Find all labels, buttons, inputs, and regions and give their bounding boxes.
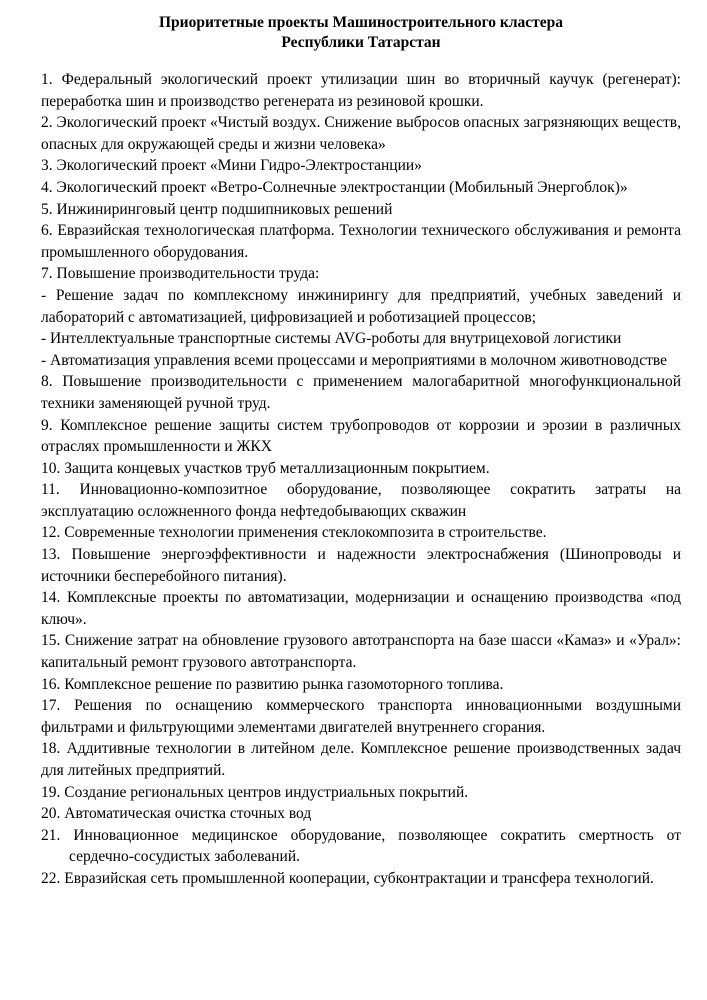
title-line-2: Республики Татарстан xyxy=(281,34,441,51)
list-item: 20. Автоматическая очистка сточных вод xyxy=(41,805,312,823)
list-item: 4. Экологический проект «Ветро-Солнечные электростанции (Мобильный Энергоблок)» xyxy=(41,178,628,196)
title-line-1: Приоритетные проекты Машиностроительного кластера xyxy=(158,14,564,31)
list-item: 1. Федеральный экологический проект утилизации шин во вторичный каучук (регенерат): переработка шин и производство регенерата из резиновой крошки. xyxy=(41,71,681,110)
list-item: 15. Снижение затрат на обновление грузового автотранспорта на базе шасси «Камаз» и «Урал»: капитальный ремонт грузового автотранспорта. xyxy=(41,632,681,672)
list-item: 22. Евразийская сеть промышленной кооперации, субконтрактации и трансфера технологий. xyxy=(41,869,654,887)
project-list xyxy=(41,69,681,890)
document-page xyxy=(41,13,681,890)
list-item: 8. Повышение производительности с применением малогабаритной многофункциональной техники заменяющей ручной труд. xyxy=(41,373,681,412)
list-item: 19. Создание региональных центров индустриальных покрытий. xyxy=(41,783,469,801)
list-item: 11. Инновационно-композитное оборудование, позволяющее сократить затраты на эксплуатацию осложненного фонда нефтедобывающих скважин xyxy=(41,481,681,520)
list-item: 18. Аддитивные технологии в литейном деле. Комплексное решение производственных задач для литейных предприятий. xyxy=(41,740,681,779)
list-item: 3. Экологический проект «Мини Гидро-Электростанции» xyxy=(41,157,422,175)
list-subitem: - Автоматизация управления всеми процессами и мероприятиями в молочном животноводстве xyxy=(41,351,667,369)
list-item: 16. Комплексное решение по развитию рынка газомоторного топлива. xyxy=(41,675,504,693)
list-item: 5. Инжиниринговый центр подшипниковых решений xyxy=(41,200,393,218)
list-item: 14. Комплексные проекты по автоматизации, модернизации и оснащению производства «под ключ». xyxy=(41,589,681,628)
list-item: 2. Экологический проект «Чистый воздух. Снижение выбросов опасных загрязняющих веществ, опасных для окружающей среды и жизни человека» xyxy=(41,114,681,153)
list-subitem: - Решение задач по комплексному инжинирингу для предприятий, учебных заведений и лабораторий с автоматизацией, цифровизацией и роботизацией процессов; xyxy=(41,286,681,326)
list-item: 12. Современные технологии применения стеклокомпозита в строительстве. xyxy=(41,524,547,542)
list-item: 21. Инновационное медицинское оборудование, позволяющее сократить смертность от сердечно-сосудистых заболеваний. xyxy=(41,826,681,866)
list-item: 6. Евразийская технологическая платформа. Технологии технического обслуживания и ремонта промышленного оборудования. xyxy=(41,222,681,261)
list-item: 10. Защита концевых участков труб металлизационным покрытием. xyxy=(41,459,490,477)
list-item: 13. Повышение энергоэффективности и надежности электроснабжения (Шинопроводы и источники бесперебойного питания). xyxy=(41,546,681,585)
document-title xyxy=(41,13,681,53)
list-item: 9. Комплексное решение защиты систем трубопроводов от коррозии и эрозии в различных отраслях промышленности и ЖКХ xyxy=(41,416,681,456)
list-item: 7. Повышение производительности труда: xyxy=(41,265,320,283)
list-subitem: - Интеллектуальные транспортные системы AVG-роботы для внутрицеховой логистики xyxy=(41,330,622,348)
list-item: 17. Решения по оснащению коммерческого транспорта инновационными воздушными фильтрами и фильтрующими элементами двигателей внутреннего сгорания. xyxy=(41,697,681,736)
